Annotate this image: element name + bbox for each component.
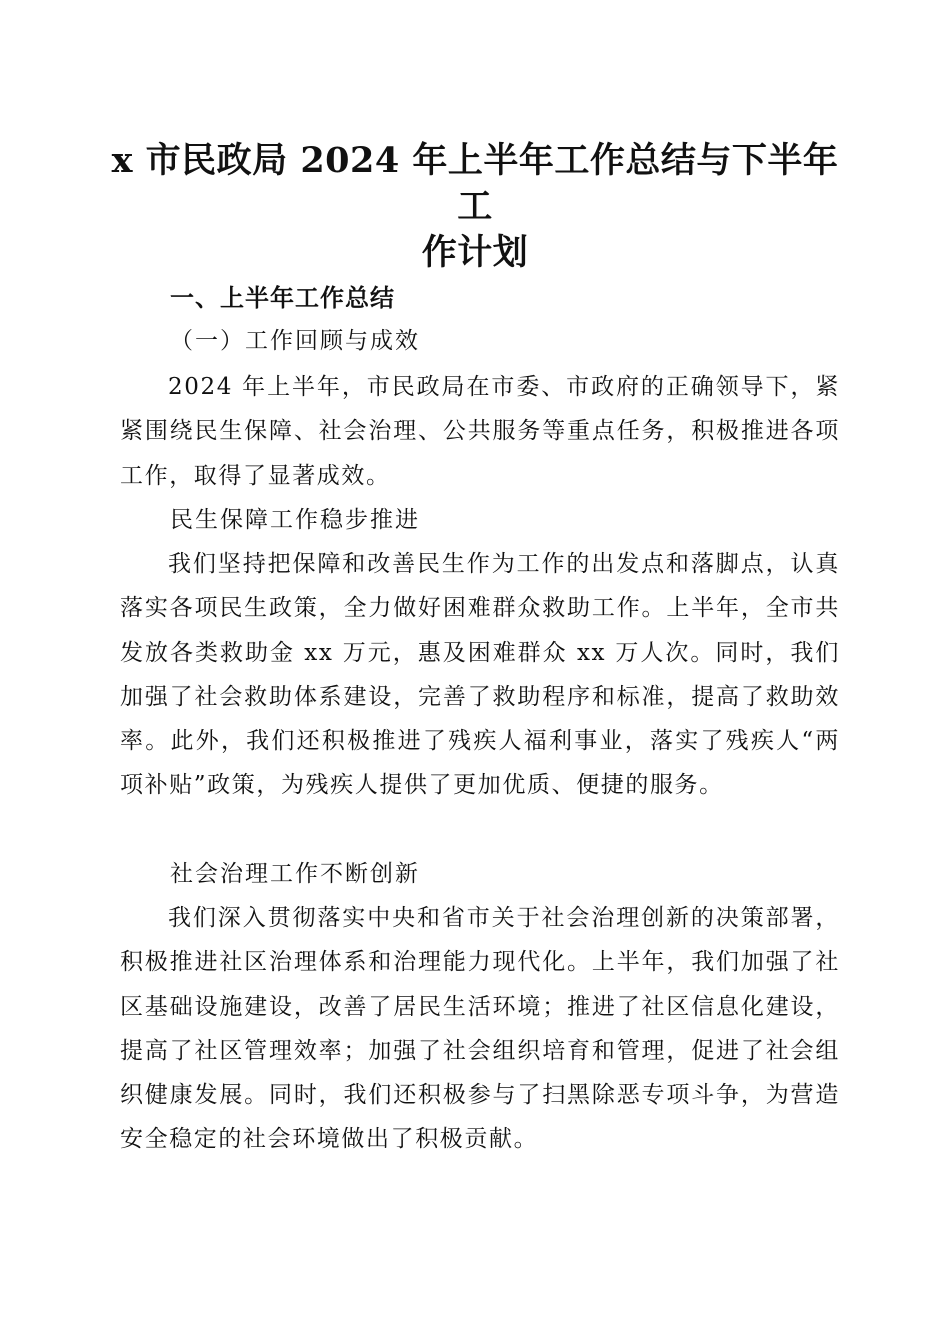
document-title-line-1: x 市民政局 2024 年上半年工作总结与下半年工 — [111, 140, 839, 227]
document-title — [100, 138, 850, 276]
governance-paragraph: 我们深入贯彻落实中央和省市关于社会治理创新的决策部署，积极推进社区治理体系和治理能力现代化。上半年，我们加强了社区基础设施建设，改善了居民生活环境；推进了社区信息化建设，提高了社区管理效率；加强了社会组织培育和管理，促进了社会组织健康发展。同时，我们还积极参与了扫黑除恶专项斗争，为营造安全稳定的社会环境做出了积极贡献。 — [120, 905, 840, 1153]
governance-subheading: 社会治理工作不断创新 — [170, 861, 420, 887]
document-title-line-2: 作计划 — [421, 232, 529, 273]
intro-paragraph: 2024 年上半年，市民政局在市委、市政府的正确领导下，紧紧围绕民生保障、社会治理、公共服务等重点任务，积极推进各项工作，取得了显著成效。 — [120, 374, 840, 489]
livelihood-paragraph: 我们坚持把保障和改善民生作为工作的出发点和落脚点，认真落实各项民生政策，全力做好困难群众救助工作。上半年，全市共发放各类救助金 xx 万元，惠及困难群众 xx 万人次。同时，我们加强了社会救助体系建设，完善了救助程序和标准，提高了救助效率。此外，我们还积极推进了残疾人福利事业，落实了残疾人“两项补贴”政策，为残疾人提供了更加优质、便捷的服务。 — [120, 551, 840, 799]
subsection-heading: （一）工作回顾与成效 — [170, 328, 420, 354]
livelihood-subheading: 民生保障工作稳步推进 — [170, 507, 420, 533]
section-heading: 一、上半年工作总结 — [170, 284, 395, 312]
